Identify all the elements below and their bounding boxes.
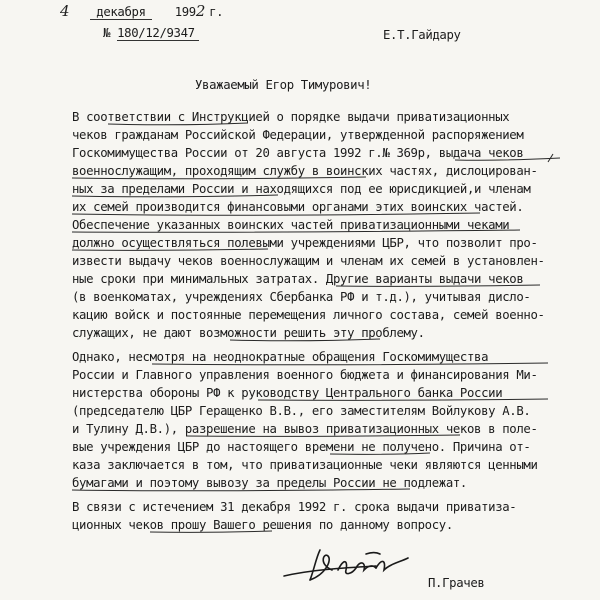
signature-name: П.Грачев bbox=[428, 576, 485, 590]
body-line: Однако, несмотря на неоднократные обращения Госкомимущества bbox=[72, 350, 489, 364]
handwritten-signature bbox=[280, 540, 440, 590]
date-line bbox=[60, 4, 223, 19]
body-line: ные сроки при минимальных затратах. Другие варианты выдачи чеков bbox=[72, 272, 524, 286]
body-line: В связи с истечением 31 декабря 1992 г. срока выдачи приватиза- bbox=[72, 500, 517, 514]
body-line: Обеспечение указанных воинских частей приватизационными чеками bbox=[72, 218, 510, 232]
date-year-g: г. bbox=[209, 5, 224, 19]
body-line: бумагами и поэтому вывозу за пределы России не подлежат. bbox=[72, 476, 467, 490]
date-year-suffix: 2 bbox=[195, 2, 206, 20]
date-day: 4 bbox=[60, 2, 70, 20]
outgoing-number: 180/12/9347 bbox=[117, 26, 199, 41]
date-year-prefix: 199 bbox=[174, 5, 196, 19]
body-line: вые учреждения ЦБР до настоящего времени не получено. Причина от- bbox=[72, 440, 531, 454]
body-line: чеков гражданам Российской Федерации, утвержденной распоряжением bbox=[72, 128, 524, 142]
number-line bbox=[103, 26, 199, 40]
body-line: (в военкоматах, учреждениях Сбербанка РФ и т.д.), учитывая дисло- bbox=[72, 290, 531, 304]
body-line: Госкомимущества России от 20 августа 1992 г.№ 369р, выдача чеков bbox=[72, 146, 524, 160]
body-line: должно осуществляться полевыми учреждениями ЦБР, что позволит про- bbox=[72, 236, 538, 250]
body-line: извести выдачу чеков военнослужащим и членам их семей в установлен- bbox=[72, 254, 545, 268]
body-line: России и Главного управления военного бюджета и финансирования Ми- bbox=[72, 368, 538, 382]
body-line: служащих, не дают возможности решить эту проблему. bbox=[72, 326, 425, 340]
body-line: и Тулину Д.В.), разрешение на вывоз приватизационных чеков в поле- bbox=[72, 422, 538, 436]
addressee: Е.Т.Гайдару bbox=[383, 28, 461, 42]
body-line: (председателю ЦБР Геращенко В.В., его заместителям Войлукову А.В. bbox=[72, 404, 531, 418]
tick-mark bbox=[548, 154, 553, 162]
body-line: каза заключается в том, что приватизационные чеки являются ценными bbox=[72, 458, 538, 472]
body-line: ционных чеков прошу Вашего решения по данному вопросу. bbox=[72, 518, 453, 532]
body-line: В соответствии с Инструкцией о порядке выдачи приватизационных bbox=[72, 110, 510, 124]
body-line: их семей производится финансовыми органами этих воинских частей. bbox=[72, 200, 524, 214]
body-line: кацию войск и постоянные перемещения личного состава, семей военно- bbox=[72, 308, 545, 322]
body-line: военнослужащим, проходящим службу в воинских частях, дислоцирован- bbox=[72, 164, 538, 178]
number-label: № bbox=[103, 26, 111, 40]
date-month: декабря bbox=[90, 5, 151, 20]
body-line: нистерства обороны РФ к руководству Центрального банка России bbox=[72, 386, 503, 400]
body-line: ных за пределами России и находящихся под ее юрисдикцией,и членам bbox=[72, 182, 531, 196]
salutation: Уважаемый Егор Тимурович! bbox=[195, 78, 372, 92]
